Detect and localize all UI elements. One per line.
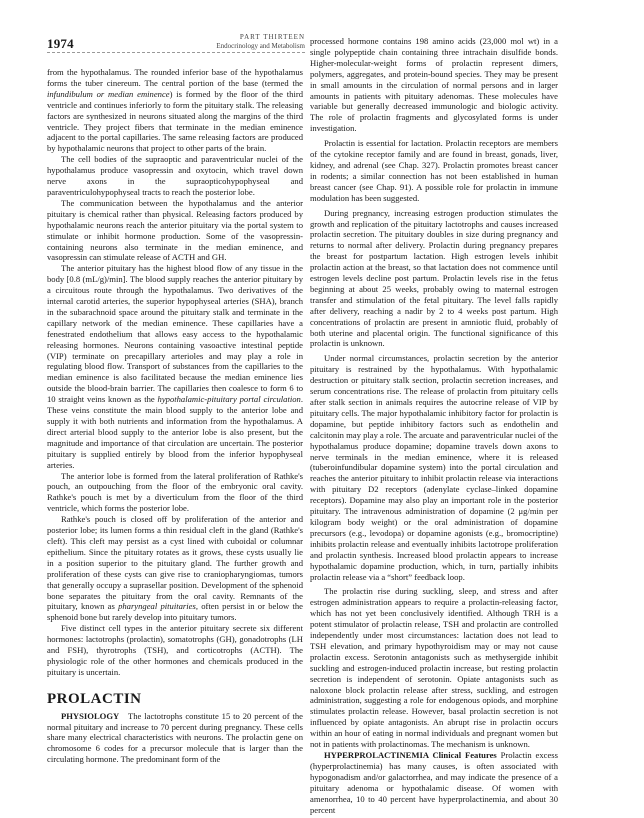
paragraph: processed hormone contains 198 amino acids (23,000 mol wt) in a single polypeptide chain containing three intrachain disulfide bonds. Higher-molecular-weight forms of prolactin represent dimers, polymers, aggregates, and protein-bound species. They may be present in small amounts in the circulation of normal persons and in larger amounts in patients with pituitary adenomas. These molecules have variable but generally decreased immunologic and biologic activity. The role of prolactin fragments and glycosylated forms is under investigation.: [310, 36, 558, 134]
italic-term: hypothalamic-pituitary portal circulation: [157, 394, 301, 405]
paragraph: Five distinct cell types in the anterior pituitary secrete six different hormones: lactotrophs (prolactin), somatotrophs (GH), gonadotrophs (LH and FSH), thyrotrophs (TSH), and corticotrophs (ACTH). The physiologic role of the other hormones and chemicals produced in the pituitary is uncertain.: [47, 623, 303, 677]
left-column: [47, 67, 303, 765]
run-in-heading: HYPERPROLACTINEMIA Clinical Features: [324, 750, 497, 760]
paragraph: The prolactin rise during suckling, sleep, and stress and after estrogen administration appears to require a prolactin-releasing factor, which has not yet been conclusively identified. Although TRH is a potent stimulator of prolactin release, TSH and prolactin are controlled independently under most circumstances: lactation does not lead to TSH elevation, and primary hypothyroidism may or may not cause prolactin excess. Serotonin antagonists such as methysergide inhibit suckling and estrogen-induced prolactin increase, but resting prolactin secretion is independent of serotonin. Opiate antagonists such as naloxone block prolactin release after stress, suckling, and estrogen administration, suggesting a role for endogenous opiods, and morphine stimulates prolactin release. However, basal prolactin secretion is not influenced by opiate antagonists. An abrupt rise in prolactin occurs within an hour of eating in normal individuals and pregnant women but not in patients with prolactinomas. The mechanism is unknown.: [310, 586, 558, 750]
paragraph: [47, 263, 303, 470]
text-run: from the hypothalamus. The rounded inferior base of the hypothalamus forms the tuber cinereum. The central portion of the base (termed the: [47, 67, 303, 88]
italic-term: infundibulum or median eminence: [47, 88, 170, 99]
run-in-heading: PHYSIOLOGY: [61, 710, 120, 721]
italic-term: pharyngeal pituitaries: [118, 601, 196, 612]
running-head-part: PART THIRTEEN: [239, 33, 305, 41]
page-number: 1974: [47, 36, 74, 51]
paragraph: The cell bodies of the supraoptic and paraventricular nuclei of the hypothalamus produce vasopressin and oxytocin, which travel down nerve axons in the supraopticohypophyseal and paraventriculohypophyseal tracts to reach the posterior lobe.: [47, 154, 303, 197]
paragraph: Prolactin is essential for lactation. Prolactin receptors are members of the cytokine receptor family and are found in breast, gonads, liver, kidney, and adrenal (see Chap. 327). Prolactin promotes breast cancer in rodents; a similar connection has not been established in human breast cancer (see Chap. 91). A possible role for prolactin in immune modulation has been suggested.: [310, 138, 558, 203]
text-run: Rathke's pouch is closed off by proliferation of the anterior and posterior lobe; its lumen forms a thin residual cleft in the gland (Rathke's cleft). This cleft may persist as a cyst lined with cuboidal or columnar epithelium. Since the pituitary rotates as it grows, these cysts usually lie in a position superior to the pituitary gland. The further growth and proliferation of these cysts can give rise to craniopharyngiomas, tumors that generally occupy a suprasellar position. Development of the sphenoid bone separates the pituitary from the oral cavity. Remnants of the pituitary, known as: [47, 514, 303, 612]
text-run: The anterior pituitary has the highest blood flow of any tissue in the body [0.8 (mL/g)/min]. The blood supply reaches the anterior pituitary by a circuitous route through the hypothalamus. Two derivatives of the internal carotid arteries, the superior hypophyseal arteries (SHA), branch in the subarachnoid space around the pituitary stalk and terminate in the capillary network of the median eminence. These capillaries have a fenestrated endothelium that allows easy access to the hypothalamic releasing hormones. Neurons containing vasoactive intestinal peptide (VIP) terminate on precapillary arterioles and may play a role in regulating blood flow. Transport of substances from the capillaries to the median eminence is also facilitated because the median eminence lies outside the blood-brain barrier. The capillaries then coalesce to form 6 to 10 straight veins known as the: [47, 263, 303, 405]
text-run: . These veins constitute the main blood supply to the anterior lobe and supply it with both nutrients and information from the hypothalamus. A direct arterial blood supply to the anterior lobe is also present, but the magnitude and importance of that circulation are uncertain. The posterior pituitary is supplied entirely by blood from the inferior hypophyseal arteries.: [47, 394, 303, 470]
paragraph: Under normal circumstances, prolactin secretion by the anterior pituitary is restrained by the hypothalamus. With hypothalamic destruction or pituitary stalk section, prolactin secretion increases, and serum concentrations rise. The release of prolactin from pituitary cells after stalk section in animals requires the autocrine release of VIP by pituitary cells. The major hypothalamic inhibitory factor for prolactin is dopamine, but peptide inhibitory factors such as endothelin and calcitonin may play a role. The arcuate and paraventricular nuclei of the hypothalamus produce dopamine; dopamine travels down axons to nerve terminals in the median eminence, where it is released (tuberoinfundibular dopamine system) into the portal circulation and reaches the anterior pituitary to inhibit prolactin release via interactions with pituitary D2 receptors (adenylate cyclase–linked dopamine receptors). Dopamine may also play an important role in the posterior pituitary. The intravenous administration of dopamine (2 μg/min per kilogram body weight) or the oral administration of dopamine precursors (e.g., levodopa) or dopamine agonists (e.g., bromocriptine) inhibits prolactin release and eventually inhibits lactotrope proliferation and prolactin synthesis. Increased blood prolactin appears to increase hypothalamic dopamine production, which, in turn, partially inhibits prolactin release via a “short” feedback loop.: [310, 353, 558, 582]
section-title: PROLACTIN: [47, 690, 142, 707]
paragraph: The anterior lobe is formed from the lateral proliferation of Rathke's pouch, an outpouching from the floor of the embryonic oral cavity. Rathke's pouch is met by a diverticulum from the floor of the third ventricle, which forms the posterior lobe.: [47, 470, 303, 514]
text-run: The lactotrophs constitute 15 to 20 percent of the normal pituitary and increase to 70 percent during pregnancy. These cells share many electrical characteristics with neurons. The prolactin gene on chromosome 6 codes for a precursor molecule that is larger than the circulating hormone. The predominant form of the: [47, 710, 303, 765]
paragraph: During pregnancy, increasing estrogen production stimulates the growth and replication of the pituitary lactotrophs and causes increased prolactin secretion. The pituitary doubles in size during pregnancy and returns to normal after delivery. Prolactin during pregnancy prepares the breast for postpartum lactation. High estrogen levels inhibit prolactin action at the breast, so that lactation does not commence until estrogen levels decline post partum. Prolactin levels rise in the fetus beginning at about 25 weeks, probably owing to maternal estrogen transfer and stimulation of the fetal pituitary. The level falls rapidly after delivery, reaching a nadir by 2 to 4 weeks post partum. High concentrations of prolactin are present in amniotic fluid, probably of both uterine and placental origin. The functional significance of this prolactin is unknown.: [310, 207, 558, 349]
running-head: [216, 33, 305, 51]
paragraph: [47, 67, 303, 154]
paragraph: [310, 750, 558, 815]
paragraph: [47, 514, 303, 623]
right-column: [310, 36, 558, 815]
text-run: Prolactin excess (hyperprolactinemia) has many causes, is often associated with hypogonadism and/or galactorrhea, and may indicate the presence of a pituitary adenoma or hypothalamic disease. Of women with amenorrhea, 10 to 40 percent have hyperprolactinemia, and about 30 percent: [310, 750, 558, 815]
header-rule: [47, 52, 305, 53]
paragraph: The communication between the hypothalamus and the anterior pituitary is chemical rather than physical. Releasing factors produced by hypothalamic neurons reach the anterior pituitary via the portal system to stimulate or inhibit hormone production. Some of the vasopressin-containing neurons also terminate in the median eminence, and vasopressin can stimulate release of ACTH and GH.: [47, 197, 303, 263]
text-run: , often persist in or below the sphenoid bone but rarely develop into pituitary tumors.: [47, 601, 303, 623]
paragraph: [47, 711, 303, 766]
running-head-subtitle: Endocrinology and Metabolism: [216, 42, 305, 50]
text-run: ) is formed by the floor of the third ventricle and continues inferiorly to form the pituitary stalk. The releasing factors are synthesized in neurons situated along the margins of the third ventricle. They project fibers that terminate in the median eminence adjacent to the portal capillaries. The same releasing factors are produced by hypothalamic neurons that project to other parts of the brain.: [47, 88, 303, 154]
